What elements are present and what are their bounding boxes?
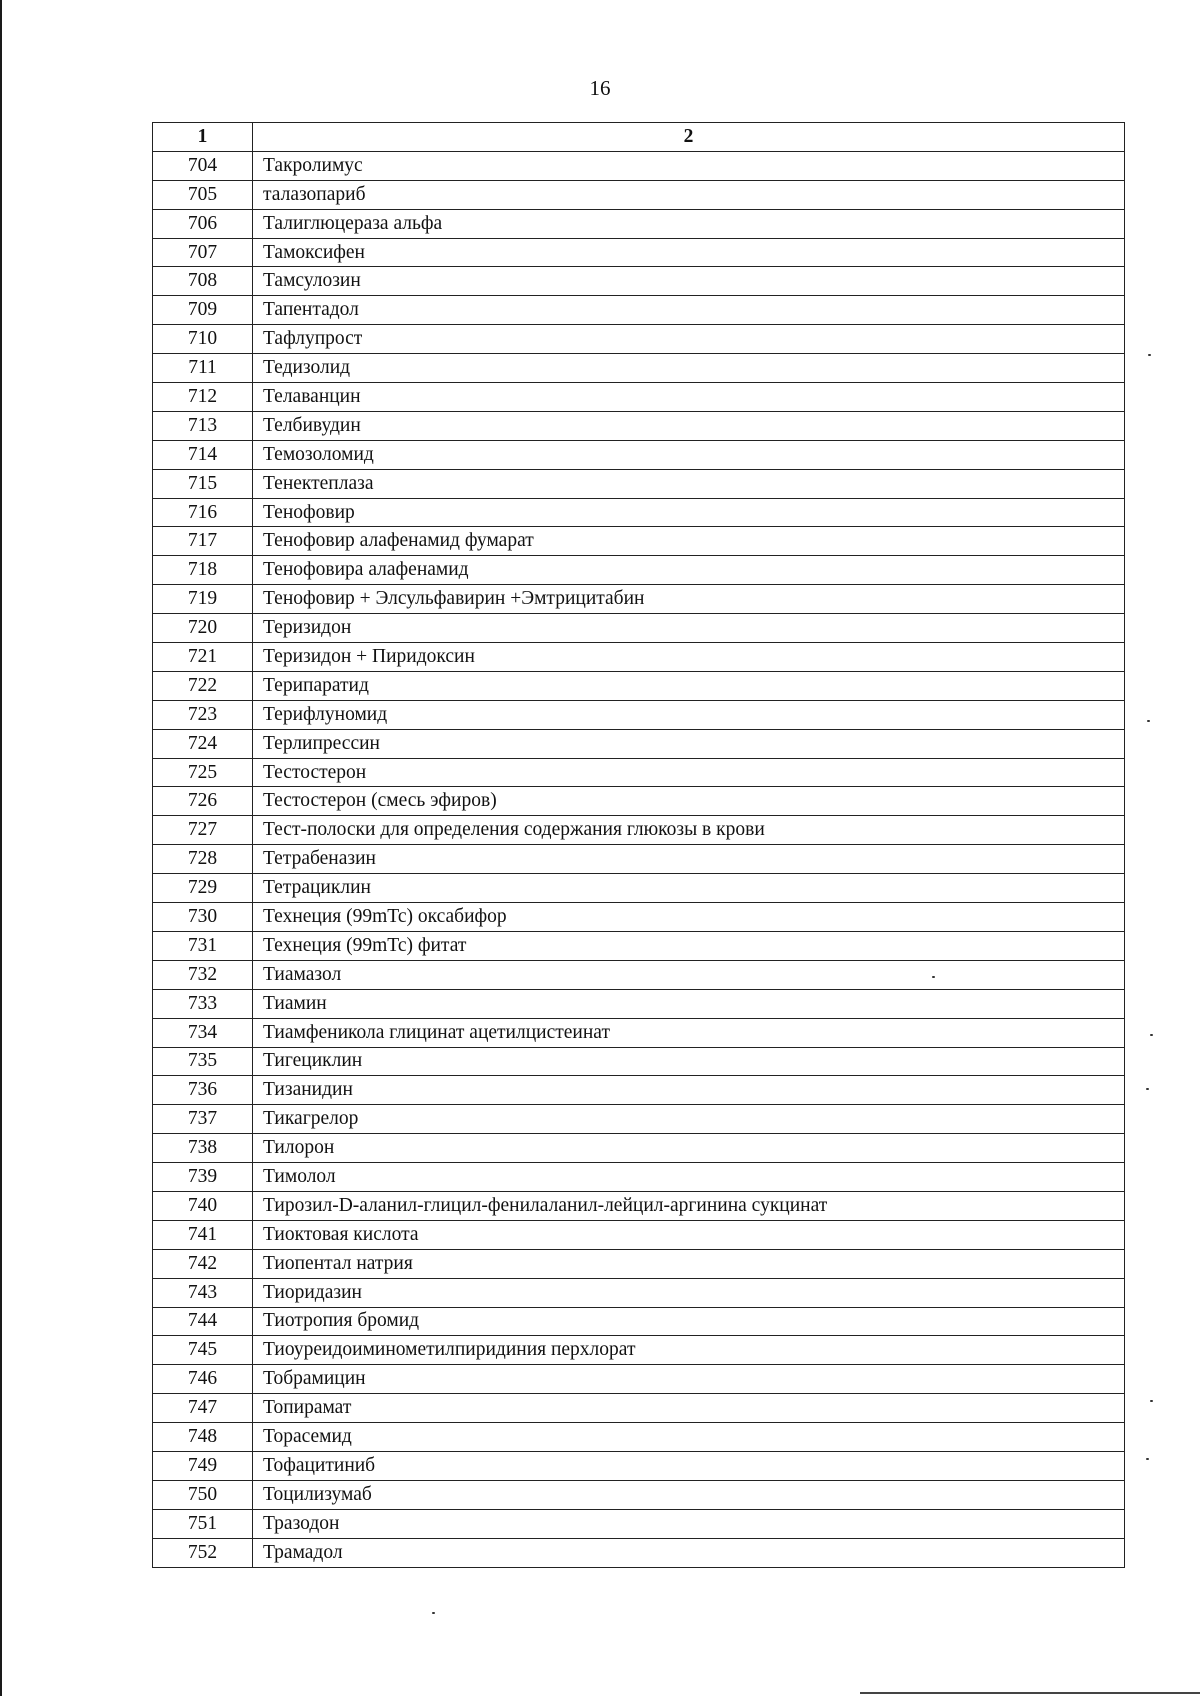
table-row <box>153 1336 1125 1365</box>
table-row <box>153 354 1125 383</box>
row-number: 729 <box>153 874 253 903</box>
drug-name: Тенофовир <box>253 498 1125 527</box>
scan-speck <box>932 976 935 978</box>
table-row <box>153 296 1125 325</box>
table-row <box>153 1394 1125 1423</box>
drug-name: Тиоктовая кислота <box>253 1220 1125 1249</box>
table-row <box>153 1307 1125 1336</box>
row-number: 730 <box>153 903 253 932</box>
drug-name: Тест-полоски для определения содержания глюкозы в крови <box>253 816 1125 845</box>
row-number: 718 <box>153 556 253 585</box>
drug-name: Торасемид <box>253 1423 1125 1452</box>
row-number: 728 <box>153 845 253 874</box>
row-number: 737 <box>153 1105 253 1134</box>
drug-name: Тетрабеназин <box>253 845 1125 874</box>
scan-bottom-mark <box>860 1692 1200 1694</box>
row-number: 716 <box>153 498 253 527</box>
table-row <box>153 614 1125 643</box>
table-row <box>153 1134 1125 1163</box>
row-number: 711 <box>153 354 253 383</box>
table-header-row <box>153 123 1125 152</box>
table-row <box>153 1278 1125 1307</box>
row-number: 739 <box>153 1163 253 1192</box>
table-row <box>153 440 1125 469</box>
drug-name: Топирамат <box>253 1394 1125 1423</box>
row-number: 709 <box>153 296 253 325</box>
drug-name: Тапентадол <box>253 296 1125 325</box>
table-row <box>153 1423 1125 1452</box>
drug-name: Тобрамицин <box>253 1365 1125 1394</box>
table-row <box>153 1191 1125 1220</box>
drug-name: Тиамин <box>253 989 1125 1018</box>
drug-name: Тенофовир + Элсульфавирин +Эмтрицитабин <box>253 585 1125 614</box>
drug-name: Тразодон <box>253 1509 1125 1538</box>
table-row <box>153 1047 1125 1076</box>
row-number: 749 <box>153 1451 253 1480</box>
drug-name: Тенектеплаза <box>253 469 1125 498</box>
drug-name: Темозоломид <box>253 440 1125 469</box>
drug-name: Тофацитиниб <box>253 1451 1125 1480</box>
drug-list-table <box>152 122 1125 1568</box>
drug-name: Тедизолид <box>253 354 1125 383</box>
row-number: 705 <box>153 180 253 209</box>
drug-name: Тигециклин <box>253 1047 1125 1076</box>
scan-speck <box>1146 1458 1149 1460</box>
row-number: 748 <box>153 1423 253 1452</box>
row-number: 752 <box>153 1538 253 1567</box>
row-number: 731 <box>153 931 253 960</box>
drug-name: Терипаратид <box>253 671 1125 700</box>
row-number: 733 <box>153 989 253 1018</box>
row-number: 734 <box>153 1018 253 1047</box>
table-row <box>153 383 1125 412</box>
row-number: 750 <box>153 1480 253 1509</box>
table-row <box>153 931 1125 960</box>
scan-speck <box>432 1612 435 1614</box>
row-number: 712 <box>153 383 253 412</box>
table-row <box>153 411 1125 440</box>
drug-name: Тетрациклин <box>253 874 1125 903</box>
table-row <box>153 1220 1125 1249</box>
table-row <box>153 151 1125 180</box>
drug-name: Тоцилизумаб <box>253 1480 1125 1509</box>
table-row <box>153 238 1125 267</box>
row-number: 719 <box>153 585 253 614</box>
scan-speck <box>1150 1400 1153 1402</box>
drug-name: Тирозил-D-аланил-глицил-фенилаланил-лейцил-аргинина сукцинат <box>253 1191 1125 1220</box>
table-row <box>153 498 1125 527</box>
row-number: 747 <box>153 1394 253 1423</box>
row-number: 741 <box>153 1220 253 1249</box>
scan-speck <box>1147 720 1150 722</box>
scan-speck <box>1150 1034 1153 1036</box>
row-number: 724 <box>153 729 253 758</box>
table-row <box>153 209 1125 238</box>
table-row <box>153 989 1125 1018</box>
drug-name: Тизанидин <box>253 1076 1125 1105</box>
drug-name: Такролимус <box>253 151 1125 180</box>
row-number: 707 <box>153 238 253 267</box>
row-number: 720 <box>153 614 253 643</box>
drug-name: Тиоридазин <box>253 1278 1125 1307</box>
table-row <box>153 469 1125 498</box>
drug-name: Тамсулозин <box>253 267 1125 296</box>
row-number: 727 <box>153 816 253 845</box>
table-row <box>153 816 1125 845</box>
row-number: 725 <box>153 758 253 787</box>
row-number: 714 <box>153 440 253 469</box>
drug-name: Тиамфеникола глицинат ацетилцистеинат <box>253 1018 1125 1047</box>
table-row <box>153 527 1125 556</box>
table-row <box>153 1105 1125 1134</box>
table-row <box>153 700 1125 729</box>
row-number: 710 <box>153 325 253 354</box>
row-number: 732 <box>153 960 253 989</box>
drug-name: Теризидон + Пиридоксин <box>253 643 1125 672</box>
table-row <box>153 1509 1125 1538</box>
table-row <box>153 1451 1125 1480</box>
table-row <box>153 729 1125 758</box>
drug-name: Талиглюцераза альфа <box>253 209 1125 238</box>
drug-name: Тилорон <box>253 1134 1125 1163</box>
drug-name: Тестостерон <box>253 758 1125 787</box>
scan-left-edge <box>0 0 2 1696</box>
row-number: 736 <box>153 1076 253 1105</box>
drug-name: Технеция (99mTc) фитат <box>253 931 1125 960</box>
row-number: 742 <box>153 1249 253 1278</box>
row-number: 704 <box>153 151 253 180</box>
drug-name: Тикагрелор <box>253 1105 1125 1134</box>
row-number: 738 <box>153 1134 253 1163</box>
drug-name: Терлипрессин <box>253 729 1125 758</box>
table-row <box>153 1076 1125 1105</box>
table-row <box>153 1249 1125 1278</box>
row-number: 743 <box>153 1278 253 1307</box>
drug-name: Тафлупрост <box>253 325 1125 354</box>
table-row <box>153 643 1125 672</box>
row-number: 715 <box>153 469 253 498</box>
drug-name: Терифлуномид <box>253 700 1125 729</box>
drug-name: Тенофовира алафенамид <box>253 556 1125 585</box>
row-number: 722 <box>153 671 253 700</box>
table-body <box>153 151 1125 1567</box>
scan-speck <box>1148 354 1151 356</box>
table-row <box>153 325 1125 354</box>
table-row <box>153 267 1125 296</box>
row-number: 740 <box>153 1191 253 1220</box>
table-row <box>153 758 1125 787</box>
drug-name: Трамадол <box>253 1538 1125 1567</box>
table-row <box>153 1480 1125 1509</box>
drug-name: Тиотропия бромид <box>253 1307 1125 1336</box>
table-row <box>153 874 1125 903</box>
scan-speck <box>1146 1088 1149 1090</box>
row-number: 735 <box>153 1047 253 1076</box>
column-header-number: 1 <box>153 123 253 152</box>
row-number: 708 <box>153 267 253 296</box>
table-row <box>153 1538 1125 1567</box>
drug-name: Тиопентал натрия <box>253 1249 1125 1278</box>
table-row <box>153 845 1125 874</box>
drug-name: Тиоуреидоиминометилпиридиния перхлорат <box>253 1336 1125 1365</box>
row-number: 746 <box>153 1365 253 1394</box>
drug-name: талазопариб <box>253 180 1125 209</box>
row-number: 721 <box>153 643 253 672</box>
row-number: 706 <box>153 209 253 238</box>
drug-name: Тиамазол <box>253 960 1125 989</box>
row-number: 744 <box>153 1307 253 1336</box>
drug-name: Технеция (99mTc) оксабифор <box>253 903 1125 932</box>
table-row <box>153 671 1125 700</box>
table-row <box>153 960 1125 989</box>
page-number: 16 <box>589 76 611 100</box>
table-row <box>153 180 1125 209</box>
drug-name: Телаванцин <box>253 383 1125 412</box>
table-row <box>153 1018 1125 1047</box>
table-row <box>153 585 1125 614</box>
drug-name: Тенофовир алафенамид фумарат <box>253 527 1125 556</box>
drug-name: Тимолол <box>253 1163 1125 1192</box>
drug-name: Теризидон <box>253 614 1125 643</box>
drug-name: Телбивудин <box>253 411 1125 440</box>
column-header-name: 2 <box>253 123 1125 152</box>
row-number: 745 <box>153 1336 253 1365</box>
table-row <box>153 787 1125 816</box>
drug-name: Тестостерон (смесь эфиров) <box>253 787 1125 816</box>
table-row <box>153 1163 1125 1192</box>
row-number: 717 <box>153 527 253 556</box>
table-row <box>153 1365 1125 1394</box>
row-number: 723 <box>153 700 253 729</box>
row-number: 726 <box>153 787 253 816</box>
row-number: 751 <box>153 1509 253 1538</box>
drug-name: Тамоксифен <box>253 238 1125 267</box>
table-row <box>153 556 1125 585</box>
row-number: 713 <box>153 411 253 440</box>
table-row <box>153 903 1125 932</box>
